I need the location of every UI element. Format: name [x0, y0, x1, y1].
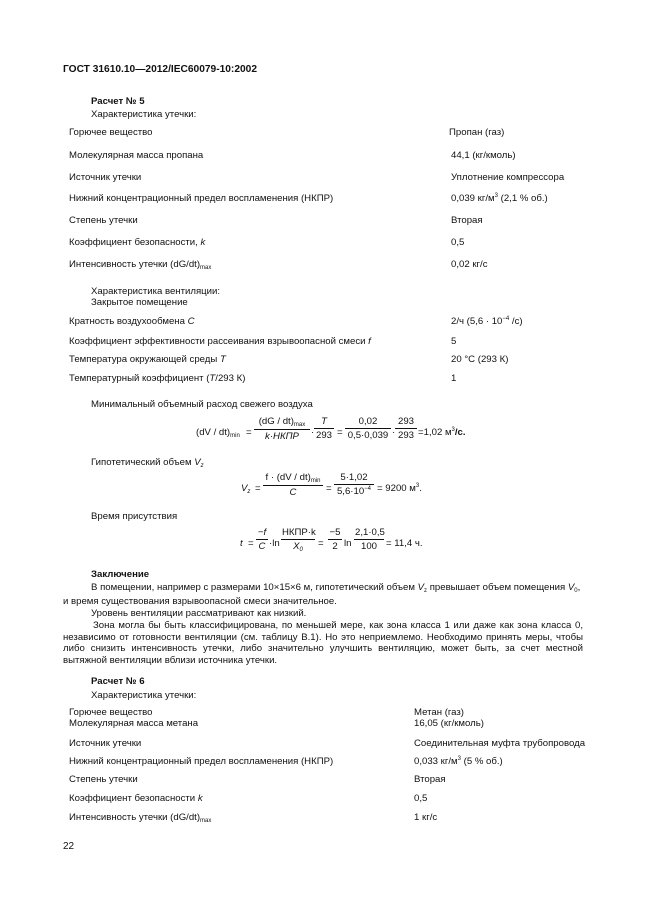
- calc6-row-label: [69, 812, 211, 824]
- calc6-row-value: Соединительная муфта трубопровода: [414, 738, 586, 749]
- den-sup: −4: [364, 486, 372, 492]
- calc5-row-label: Степень утечки: [69, 215, 138, 226]
- numerator: 5·1,02: [334, 472, 374, 485]
- formula-ln: ln: [344, 538, 352, 549]
- calc5-row-value: 0,5: [451, 237, 465, 248]
- numerator: 2,1·0,5: [355, 527, 385, 538]
- den-text: 5,6·10: [336, 486, 365, 497]
- denominator: 100: [360, 541, 377, 552]
- result-tail: .: [419, 483, 422, 494]
- value-tail: (2,1 % об.): [497, 193, 548, 204]
- calc6-row-label: [69, 793, 203, 804]
- calc5-row-value: Уплотнение компрессора: [451, 172, 565, 183]
- value-sup: −4: [502, 316, 510, 322]
- formula-eq: =: [337, 427, 343, 438]
- formula-lhs: [241, 483, 250, 495]
- calc5-row-value: 0,02 кг/с: [451, 259, 488, 270]
- numerator: [263, 472, 323, 486]
- label-text: Коэффициент безопасности,: [69, 237, 201, 248]
- fraction: [328, 527, 342, 552]
- caption-text: Гипотетический объем: [91, 457, 195, 468]
- calc5-vent-value: [451, 316, 523, 327]
- formula-eq: =: [326, 483, 332, 494]
- fraction: [256, 527, 268, 552]
- formula-dot: ·: [311, 427, 315, 438]
- label-text: Кратность воздухообмена: [69, 316, 188, 327]
- calc6-row-label: Источник утечки: [69, 738, 142, 749]
- fraction: [354, 527, 384, 552]
- value-text: 0,033 кг/м: [414, 756, 458, 767]
- label-text: Коэффициент эффективности рассеивания взрывоопасной смеси: [69, 336, 369, 347]
- calc5-leak-heading: Характеристика утечки:: [91, 109, 197, 120]
- numerator: T: [314, 416, 334, 429]
- den-sub: 0: [299, 547, 303, 553]
- label-symbol: C: [187, 316, 195, 327]
- value-tail: /с): [509, 316, 523, 327]
- formula-lhs: [196, 427, 240, 439]
- calc5-title: Расчет № 5: [91, 96, 145, 107]
- result-text: =1,02 м: [418, 427, 452, 438]
- fraction: [314, 416, 334, 441]
- label-text: Коэффициент безопасности: [69, 793, 198, 804]
- hyp-volume-caption: [91, 457, 204, 469]
- fraction: [395, 416, 417, 441]
- calc5-vent-value: 5: [451, 336, 457, 347]
- formula-ln: ·ln: [269, 538, 280, 549]
- min-flow-caption: Минимальный объемный расход свежего воздуха: [91, 399, 313, 410]
- fraction: [281, 527, 315, 553]
- conclusion-title: Заключение: [91, 569, 150, 580]
- caption-sub: z: [200, 463, 204, 469]
- calc5-vent-heading: Характеристика вентиляции:: [91, 286, 221, 297]
- calc6-row-value: Вторая: [414, 774, 446, 785]
- label-symbol: T: [219, 354, 226, 365]
- calc5-row-value: Вторая: [451, 215, 483, 226]
- time-caption: Время присутствия: [91, 511, 178, 522]
- numerator: −f: [257, 527, 267, 538]
- calc5-vent-value: 20 °С (293 К): [451, 354, 509, 365]
- fraction: [334, 472, 374, 497]
- num-sub: min: [310, 478, 321, 484]
- value-text: 2/ч (5,6 · 10: [451, 316, 503, 327]
- numerator: [254, 416, 310, 430]
- label-text: Интенсивность утечки (dG/dt): [69, 259, 201, 270]
- denominator: 0,5·0,039: [347, 430, 389, 441]
- formula-eq: =: [246, 427, 252, 438]
- formula-eq: =: [255, 483, 261, 494]
- calc5-row-value: [451, 193, 548, 204]
- lhs-sub: min: [230, 433, 240, 439]
- calc6-row-value: 0,5: [414, 793, 428, 804]
- label-symbol: k: [200, 237, 206, 248]
- numerator: −5: [329, 527, 341, 538]
- numerator: НКПР·k: [282, 527, 316, 538]
- label-sub: max: [200, 265, 212, 271]
- num-sub: max: [293, 422, 306, 428]
- calc6-row-label: Степень утечки: [69, 774, 138, 785]
- symbol: V: [567, 582, 575, 593]
- result-text: = 9200 м: [377, 483, 416, 494]
- calc5-vent-label: [69, 336, 371, 347]
- calc6-row-label: Горючее вещество: [69, 707, 153, 718]
- calc5-vent-room: Закрытое помещение: [91, 297, 188, 308]
- calc5-vent-label: [69, 316, 195, 327]
- denominator: 2: [332, 541, 338, 552]
- para-text: ,: [577, 582, 581, 593]
- denominator: C: [289, 487, 297, 498]
- lhs-text: (dV / dt): [196, 427, 231, 438]
- calc5-row-label: Горючее вещество: [69, 127, 153, 138]
- value-tail: (5 % об.): [460, 756, 503, 767]
- caption-symbol: V: [194, 457, 201, 468]
- fraction: [263, 472, 323, 498]
- value-text: 0,039 кг/м: [451, 193, 495, 204]
- formula-result: [377, 483, 422, 494]
- calc5-vent-value: 1: [451, 373, 457, 384]
- denominator: [281, 540, 315, 553]
- calc6-row-label: Нижний концентрационный предел воспламенения (НКПР): [69, 756, 334, 767]
- formula-lhs: t: [240, 538, 243, 549]
- label-text: Интенсивность утечки (dG/dt): [69, 812, 201, 823]
- label-sub: max: [200, 818, 212, 824]
- label-symbol: f: [368, 336, 371, 347]
- denominator: k·НКПР: [265, 431, 299, 442]
- formula-eq: =: [318, 538, 324, 549]
- denominator: C: [258, 541, 266, 552]
- calc6-row-value: 16,05 (кг/кмоль): [414, 718, 484, 729]
- value-sup: 3: [457, 756, 461, 762]
- document-header: ГОСТ 31610.10—2012/IEC60079-10:2002: [63, 64, 257, 75]
- result-tail: /c.: [454, 427, 466, 438]
- lhs-sub: z: [247, 489, 251, 495]
- denominator: 293: [397, 430, 414, 441]
- calc5-row-value: 44,1 (кг/кмоль): [451, 150, 516, 161]
- calc5-row-value: Пропан (газ): [449, 127, 505, 138]
- formula-result: = 11,4 ч.: [386, 538, 423, 549]
- symbol-sub: z: [424, 588, 428, 594]
- conclusion-paragraph-1-cont: и время существования взрывоопасной смеси значительное.: [63, 596, 337, 607]
- formula-result: [418, 427, 466, 438]
- den-text: X: [293, 541, 300, 552]
- fraction: [345, 416, 391, 441]
- label-symbol: k: [197, 793, 203, 804]
- calc5-row-label: [69, 237, 205, 248]
- page-number: 22: [63, 841, 75, 852]
- label-text: Температура окружающей среды: [69, 354, 220, 365]
- label-symbol: T: [209, 373, 216, 384]
- calc5-vent-label: [69, 354, 226, 365]
- denominator: [334, 485, 374, 497]
- calc6-leak-heading: Характеристика утечки:: [91, 690, 197, 701]
- calc5-vent-label: [69, 373, 245, 384]
- calc5-row-label: Молекулярная масса пропана: [69, 150, 204, 161]
- label-text: Температурный коэффициент (: [69, 373, 210, 384]
- num-text: (dG / dt): [258, 416, 294, 427]
- calc6-row-value: Метан (газ): [414, 707, 465, 718]
- label-tail: /293 К): [215, 373, 246, 384]
- calc5-row-label: Нижний концентрационный предел воспламенения (НКПР): [69, 193, 334, 204]
- calc6-row-value: 1 кг/с: [414, 812, 438, 823]
- calc5-row-label: [69, 259, 211, 271]
- calc6-title: Расчет № 6: [91, 676, 145, 687]
- result-sup: 3: [451, 427, 455, 433]
- calc6-row-value: [414, 756, 503, 767]
- para-text: В помещении, например с размерами 10×15×6 м, гипотетический объем: [91, 582, 418, 593]
- formula-dot: ·: [392, 427, 396, 438]
- symbol-sub: 0: [574, 588, 578, 594]
- denominator: 293: [315, 430, 332, 441]
- conclusion-paragraph-3: Зона могла бы быть классифицирована, по меньшей мере, как зона класса 1 или даже как зона класса 0, независимо от готовности вентиляции (см. таблицу В.1). Но это неприемлемо. Необходимо принять меры, чтобы либо снизить интенсивность утечки, либо значительно улучшить вентиляцию, может быть, за счет местной вытяжной вентиляции вблизи источника утечки.: [63, 620, 583, 666]
- value-sup: 3: [494, 193, 498, 199]
- num-text: f · (dV / dt): [265, 472, 311, 483]
- calc5-row-label: Источник утечки: [69, 172, 142, 183]
- calc6-row-label: Молекулярная масса метана: [69, 718, 199, 729]
- para-text: превышает объем помещения: [427, 582, 568, 593]
- symbol: V: [417, 582, 425, 593]
- result-sup: 3: [415, 483, 420, 489]
- numerator: 0,02: [345, 416, 391, 429]
- lhs-text: V: [241, 483, 248, 494]
- fraction: [254, 416, 310, 442]
- conclusion-paragraph-2: Уровень вентиляции рассматривают как низкий.: [91, 608, 307, 619]
- formula-eq: =: [248, 538, 254, 549]
- numerator: 293: [395, 416, 417, 429]
